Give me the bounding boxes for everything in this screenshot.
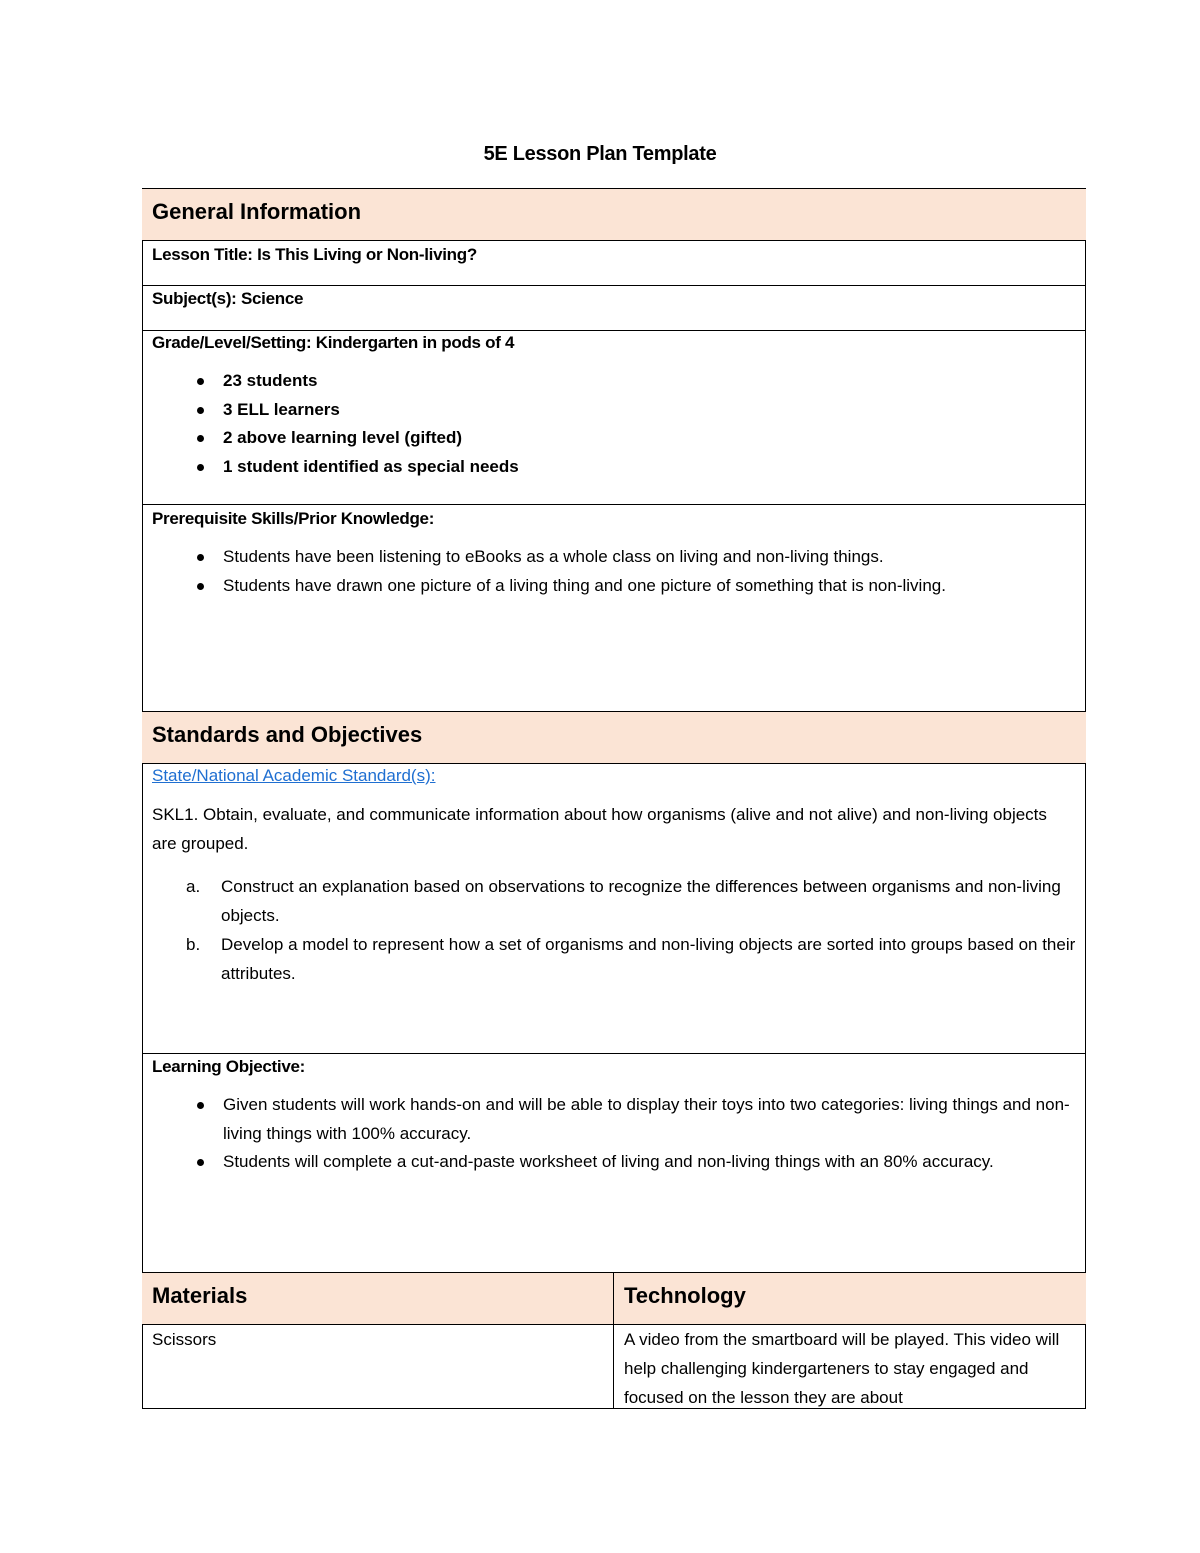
list-item-text: Develop a model to represent how a set of organisms and non-living objects are sorted into groups based on their attributes. <box>221 935 1076 983</box>
skl1-standard: SKL1. Obtain, evaluate, and communicate information about how organisms (alive and not alive) and non-living objects are grouped. <box>152 805 1047 853</box>
list-marker: b. <box>186 935 201 954</box>
document-title: 5E Lesson Plan Template <box>483 143 717 165</box>
standards-sub-list <box>152 872 1076 988</box>
general-information-header <box>142 189 1086 241</box>
list-item-text: Construct an explanation based on observations to recognize the differences between organisms and non-living objects. <box>221 877 1061 925</box>
prerequisite-row <box>142 505 1086 712</box>
standards-objectives-title: Standards and Objectives <box>152 722 423 747</box>
prerequisite-bullet-list <box>152 543 1076 600</box>
grade-bullet-list <box>152 367 1076 481</box>
subjects: Subject(s): Science <box>152 289 304 308</box>
list-item: 1 student identified as special needs <box>152 453 1076 482</box>
materials-text: Scissors <box>152 1330 217 1349</box>
list-item: 2 above learning level (gifted) <box>152 424 1076 453</box>
technology-title: Technology <box>624 1283 746 1308</box>
lesson-title: Lesson Title: Is This Living or Non-living? <box>152 245 477 264</box>
column-divider <box>613 1272 614 1409</box>
standards-row <box>142 764 1086 1054</box>
list-item <box>152 930 1076 988</box>
subjects-row <box>142 286 1086 331</box>
lesson-title-row <box>142 241 1086 286</box>
standards-link[interactable]: State/National Academic Standard(s): <box>152 766 436 785</box>
list-item: Students have been listening to eBooks as a whole class on living and non-living things. <box>152 543 1076 572</box>
list-marker: a. <box>186 877 201 896</box>
materials-technology-row <box>142 1325 1086 1409</box>
grade-row <box>142 331 1086 505</box>
list-item: Students have drawn one picture of a living thing and one picture of something that is non-living. <box>152 572 1076 601</box>
list-item: Given students will work hands-on and will be able to display their toys into two categories: living things and non-living things with 100% accuracy. <box>152 1091 1076 1148</box>
grade-level-setting: Grade/Level/Setting: Kindergarten in pods of 4 <box>152 333 515 352</box>
list-item: 23 students <box>152 367 1076 396</box>
technology-text: A video from the smartboard will be played. This video will help challenging kindergarteners to stay engaged and focused on the lesson they are about <box>624 1330 1060 1407</box>
standards-objectives-header <box>142 712 1086 764</box>
materials-title: Materials <box>152 1283 248 1308</box>
learning-objective-row <box>142 1054 1086 1273</box>
learning-objective-label: Learning Objective: <box>152 1057 306 1076</box>
list-item: 3 ELL learners <box>152 396 1076 425</box>
list-item: Students will complete a cut-and-paste worksheet of living and non-living things with an 80% accuracy. <box>152 1148 1076 1177</box>
list-item <box>152 872 1076 930</box>
prerequisite-label: Prerequisite Skills/Prior Knowledge: <box>152 509 435 528</box>
general-information-title: General Information <box>152 199 362 224</box>
materials-technology-header <box>142 1273 1086 1325</box>
learning-objective-bullet-list <box>152 1091 1076 1177</box>
